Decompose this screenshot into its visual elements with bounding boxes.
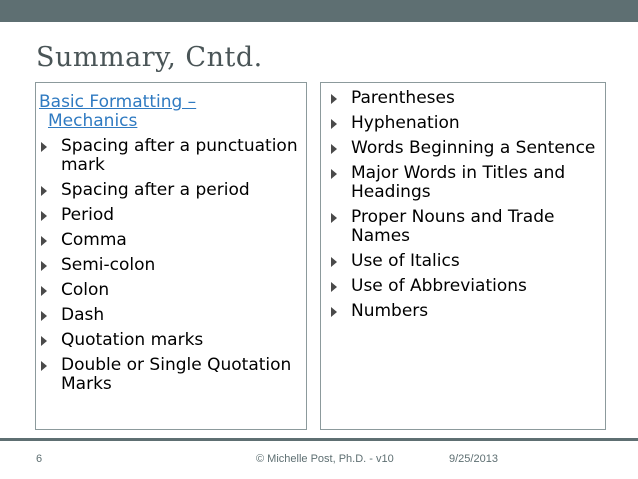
item-text-continued: Headings	[351, 182, 431, 202]
list-item	[39, 356, 303, 394]
item-text-continued: Names	[351, 226, 411, 246]
list-item	[329, 89, 601, 108]
item-text: Dash	[61, 305, 105, 325]
triangle-bullet-icon	[331, 257, 337, 267]
list-item	[39, 331, 303, 350]
list-item	[329, 139, 601, 158]
item-text: Double or Single Quotation	[61, 355, 292, 375]
item-text: Use of Abbreviations	[351, 276, 527, 296]
list-item	[39, 206, 303, 225]
list-item	[329, 252, 601, 271]
triangle-bullet-icon	[331, 119, 337, 129]
item-text-continued: Marks	[61, 374, 112, 394]
section-heading	[39, 93, 303, 131]
right-content-box	[320, 82, 606, 430]
footer-date: 9/25/2013	[449, 453, 498, 465]
triangle-bullet-icon	[41, 211, 47, 221]
triangle-bullet-icon	[331, 144, 337, 154]
item-text: Semi-colon	[61, 255, 156, 275]
left-content-box	[35, 82, 307, 430]
item-text: Numbers	[351, 301, 429, 321]
triangle-bullet-icon	[331, 213, 337, 223]
triangle-bullet-icon	[41, 361, 47, 371]
item-text: Spacing after a period	[61, 180, 250, 200]
item-text: Use of Italics	[351, 251, 460, 271]
list-item	[39, 181, 303, 200]
footer-divider	[0, 438, 638, 441]
triangle-bullet-icon	[41, 286, 47, 296]
list-item	[329, 277, 601, 296]
heading-line-2: Mechanics	[48, 111, 138, 131]
list-item	[39, 231, 303, 250]
triangle-bullet-icon	[331, 169, 337, 179]
item-text: Words Beginning a Sentence	[351, 138, 596, 158]
top-accent-bar	[0, 0, 638, 22]
triangle-bullet-icon	[41, 336, 47, 346]
list-item	[329, 302, 601, 321]
item-text: Colon	[61, 280, 110, 300]
item-text-continued: mark	[61, 155, 105, 175]
footer-copyright: © Michelle Post, Ph.D. - v10	[256, 453, 394, 465]
triangle-bullet-icon	[41, 186, 47, 196]
item-text: Proper Nouns and Trade	[351, 207, 555, 227]
item-text: Period	[61, 205, 115, 225]
left-bullet-list	[39, 93, 303, 400]
triangle-bullet-icon	[41, 261, 47, 271]
list-item	[39, 306, 303, 325]
slide-number: 6	[36, 453, 43, 465]
triangle-bullet-icon	[331, 282, 337, 292]
heading-line-1: Basic Formatting –	[39, 92, 197, 112]
item-text: Hyphenation	[351, 113, 460, 133]
triangle-bullet-icon	[41, 236, 47, 246]
list-item	[329, 164, 601, 202]
list-item	[329, 208, 601, 246]
item-text: Major Words in Titles and	[351, 163, 566, 183]
list-item	[39, 137, 303, 175]
list-item	[39, 256, 303, 275]
item-text: Quotation marks	[61, 330, 204, 350]
triangle-bullet-icon	[331, 307, 337, 317]
triangle-bullet-icon	[41, 142, 47, 152]
right-bullet-list	[329, 89, 601, 327]
triangle-bullet-icon	[331, 94, 337, 104]
list-item	[39, 281, 303, 300]
slide-title: Summary, Cntd.	[36, 42, 263, 73]
list-item	[329, 114, 601, 133]
item-text: Comma	[61, 230, 127, 250]
triangle-bullet-icon	[41, 311, 47, 321]
item-text: Parentheses	[351, 88, 455, 108]
item-text: Spacing after a punctuation	[61, 136, 298, 156]
